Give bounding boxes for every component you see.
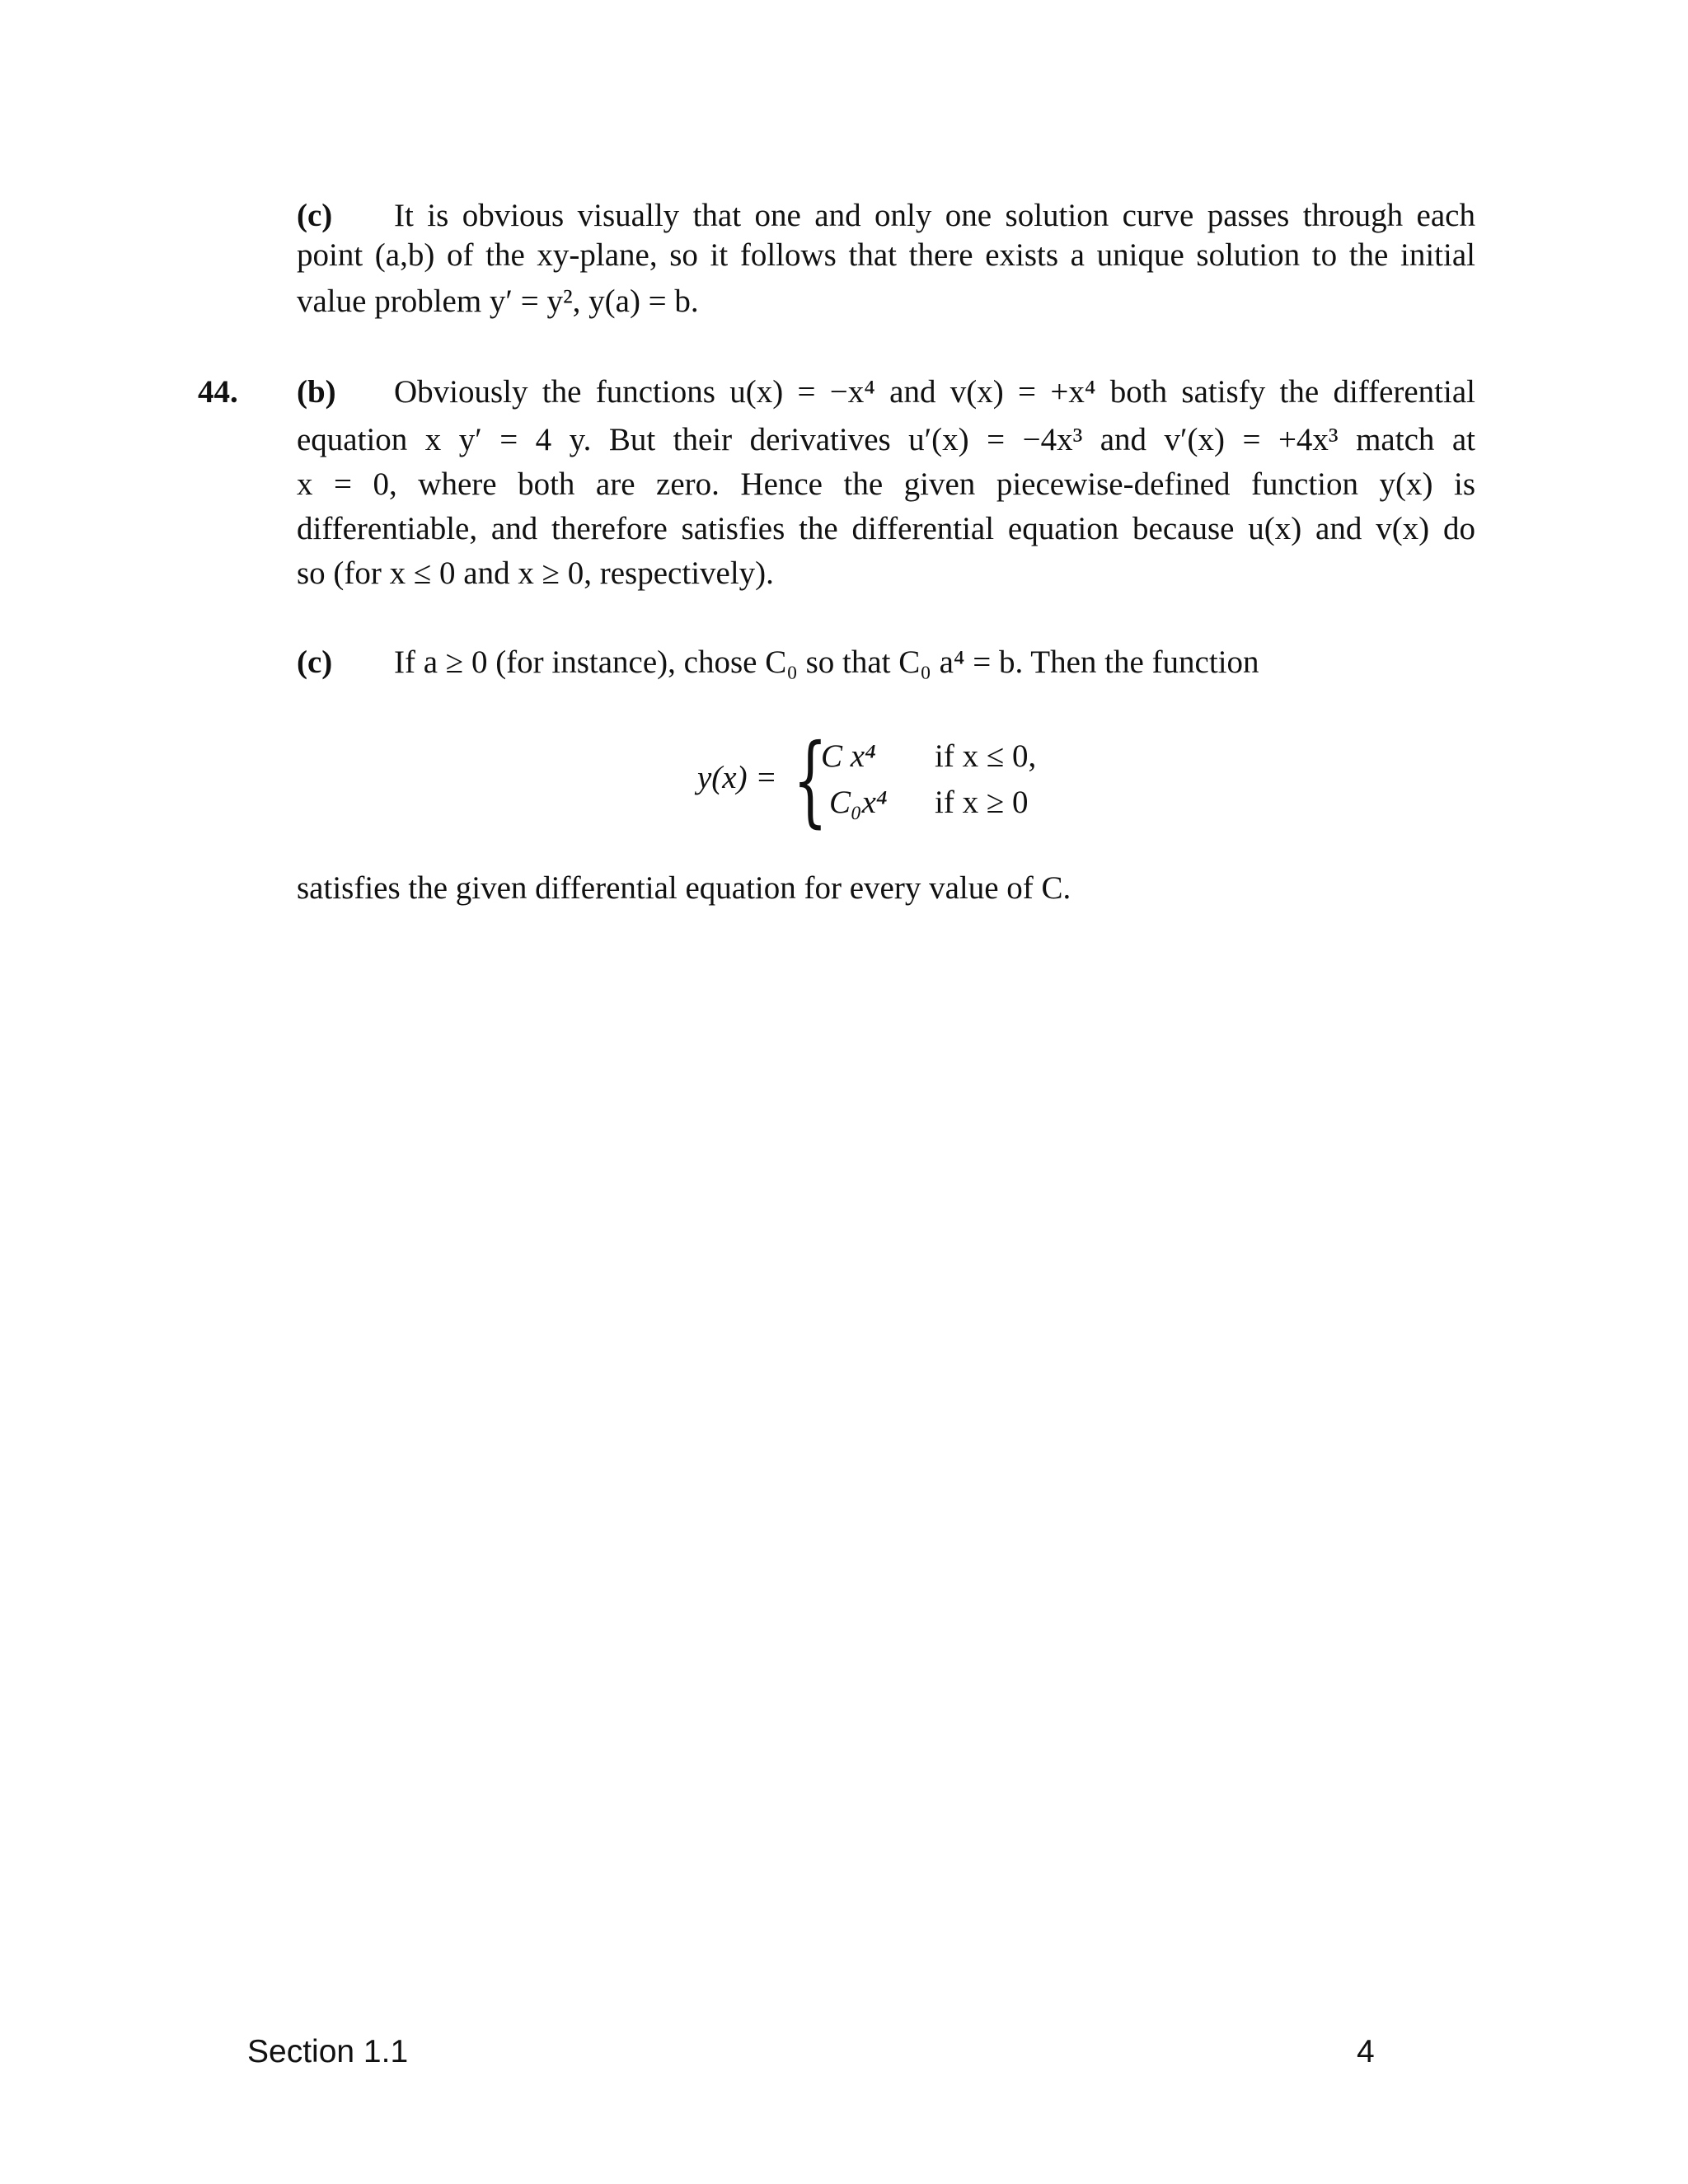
text: If a ≥ 0 (for instance), chose C₀ so that C₀ a⁴ = b. Then the function xyxy=(394,644,1259,680)
case1-expression: C x⁴ xyxy=(821,738,876,774)
page-number: 4 xyxy=(1357,2034,1375,2069)
problem-number: 44. xyxy=(198,374,238,410)
part-b-line3: x = 0, where both are zero. Hence the given piecewise-defined function y(x) is xyxy=(297,466,1475,502)
equation-lhs: y(x) = xyxy=(697,760,777,795)
text: It is obvious visually that one and only one solution curve passes through each xyxy=(394,198,1475,233)
part-c-line1 xyxy=(297,643,1259,682)
case1-condition: if x ≤ 0, xyxy=(935,738,1037,774)
part-c-prev-line1 xyxy=(297,196,1475,236)
part-b-line5: so (for x ≤ 0 and x ≥ 0, respectively). xyxy=(297,555,774,591)
part-c-prev-line2: point (a,b) of the xy-plane, so it follows that there exists a unique solution to the initial xyxy=(297,237,1475,273)
part-label: (b) xyxy=(297,374,336,410)
part-b-line2: equation x y′ = 4 y. But their derivatives u′(x) = −4x³ and v′(x) = +4x³ match at xyxy=(297,422,1475,457)
case2-expression: C₀x⁴ xyxy=(829,785,888,820)
part-label: (c) xyxy=(297,198,333,233)
text: Obviously the functions u(x) = −x⁴ and v(x) = +x⁴ both satisfy the differential xyxy=(394,374,1475,410)
part-b-line1 xyxy=(297,373,1475,412)
part-c-conclusion: satisfies the given differential equation for every value of C. xyxy=(297,870,1071,906)
left-brace: { xyxy=(793,724,828,838)
part-b-line4: differentiable, and therefore satisfies the differential equation because u(x) and v(x) do xyxy=(297,511,1475,546)
footer-section: Section 1.1 xyxy=(247,2034,409,2069)
part-label: (c) xyxy=(297,644,333,680)
part-c-prev-line3: value problem y′ = y², y(a) = b. xyxy=(297,284,699,319)
case2-condition: if x ≥ 0 xyxy=(935,785,1029,820)
